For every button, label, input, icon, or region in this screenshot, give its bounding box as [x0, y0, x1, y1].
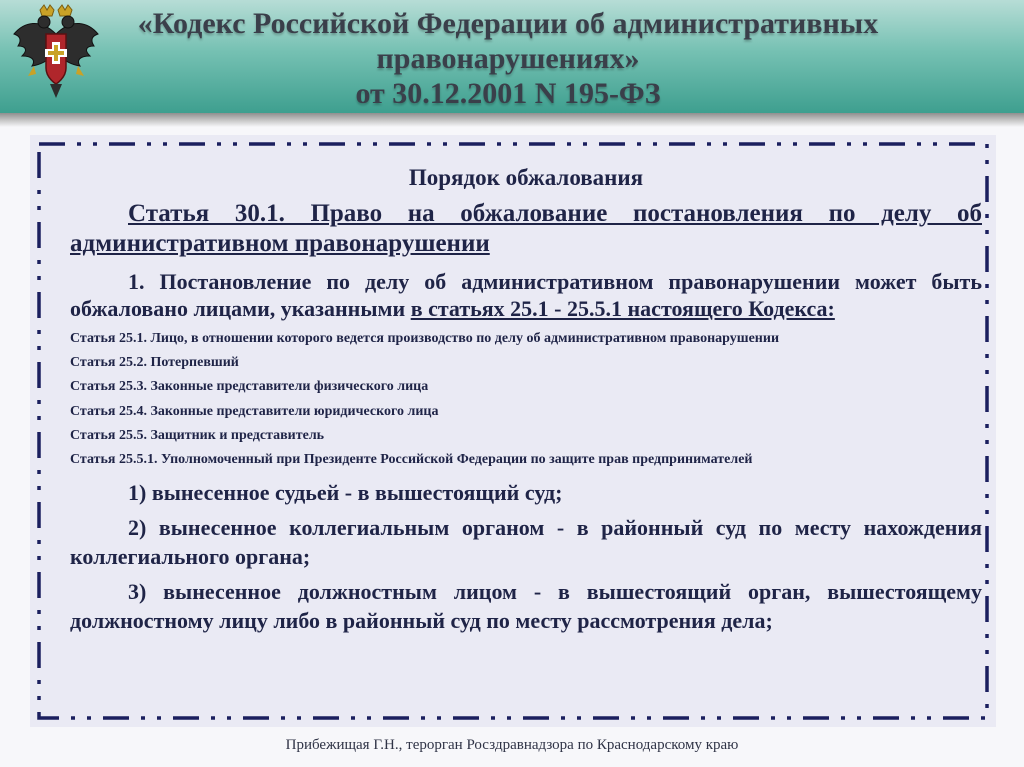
title-line-3: от 30.12.2001 N 195-ФЗ: [355, 77, 661, 110]
list-item: Статья 25.5. Защитник и представитель: [70, 427, 325, 443]
paragraph-1: [70, 268, 982, 322]
item-2: 2) вынесенное коллегиальным органом - в районный суд по месту нахождения коллегиального органа;: [70, 515, 982, 570]
content-frame: [30, 135, 996, 727]
list-item: Статья 25.2. Потерпевший: [70, 355, 239, 371]
section-title: Порядок обжалования: [408, 165, 644, 190]
footer-caption: Прибежищая Г.Н., терорган Росздравнадзора по Краснодарскому краю: [285, 737, 739, 753]
double-headed-eagle-emblem-icon: [10, 4, 102, 104]
article-title: Статья 30.1. Право на обжалование постановления по делу об административном правонарушении: [70, 200, 982, 257]
slide-content: [70, 163, 982, 641]
slide-header: [0, 0, 1024, 113]
list-item: Статья 25.1. Лицо, в отношении которого ведется производство по делу об административном правонарушении: [70, 331, 780, 346]
item-1: 1) вынесенное судьей - в вышестоящий суд;: [128, 480, 563, 506]
title-line-1: «Кодекс Российской Федерации об административных: [137, 7, 879, 40]
list-item: Статья 25.4. Законные представители юридического лица: [70, 403, 439, 419]
articles-link[interactable]: в статьях 25.1 - 25.5.1 настоящего Кодекса:: [410, 296, 835, 321]
title-line-2: правонарушениях»: [376, 42, 640, 75]
item-3: 3) вынесенное должностным лицом - в вышестоящий орган, вышестоящему должностному лицу либо в районный суд по месту рассмотрения дела;: [70, 579, 982, 634]
header-shadow: [0, 113, 1024, 127]
list-item: Статья 25.5.1. Уполномоченный при Президенте Российской Федерации по защите прав предпринимателей: [70, 452, 753, 468]
paragraph-1-text: 1. Постановление по делу об административном правонарушении может быть обжаловано лицами, указанными: [70, 269, 982, 321]
list-item: Статья 25.3. Законные представители физического лица: [70, 379, 429, 395]
article-list: [70, 327, 982, 472]
document-title: [110, 6, 906, 111]
